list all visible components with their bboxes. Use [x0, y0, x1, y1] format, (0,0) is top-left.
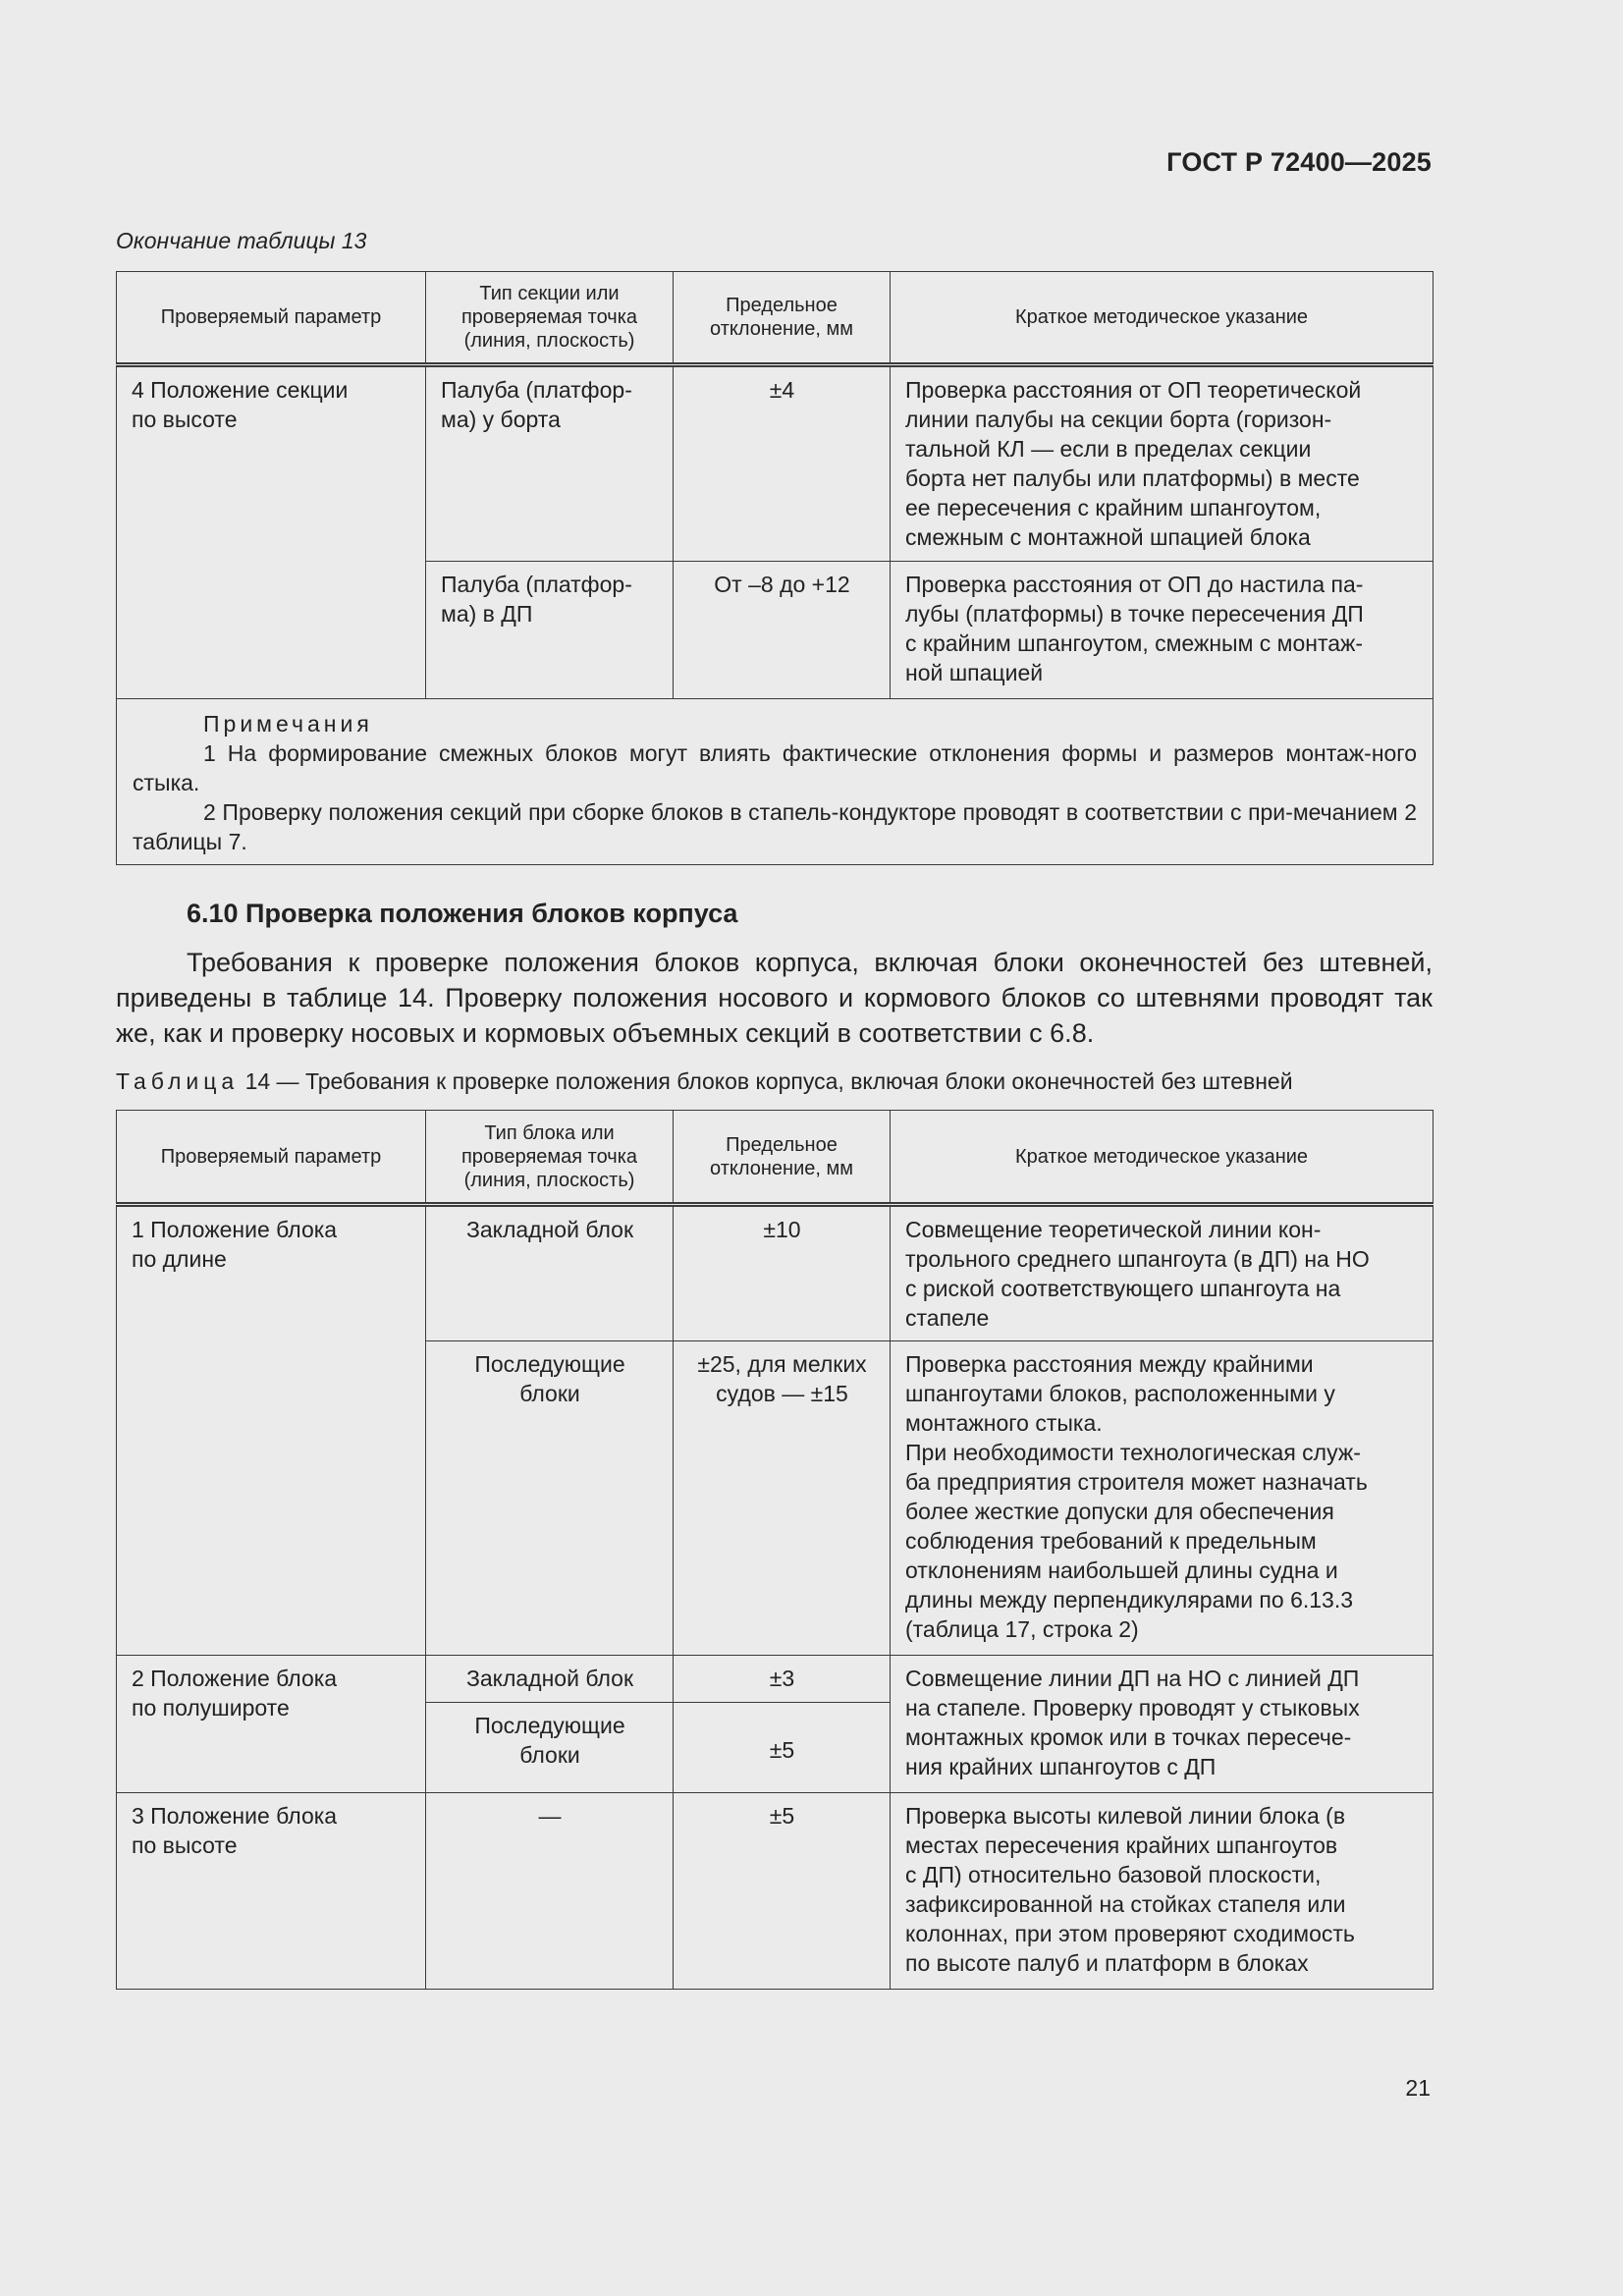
cell-line: по высоте: [132, 1832, 238, 1858]
cell-line: соблюдения требований к предельным: [905, 1528, 1317, 1554]
cell-line: При необходимости технологическая служ-: [905, 1440, 1361, 1465]
cell-line: отклонение, мм: [710, 318, 853, 340]
cell-line: отклонениям наибольшей длины судна и: [905, 1558, 1338, 1583]
table-14-caption: [116, 1068, 1293, 1095]
method-cell: [891, 1205, 1434, 1341]
cell-line: ±3: [769, 1666, 795, 1691]
cell-line: 3 Положение блока: [132, 1803, 338, 1829]
table-row: [117, 1205, 1434, 1341]
table-14-header-row: [117, 1111, 1434, 1205]
deviation-cell: ±4: [674, 365, 891, 562]
table-row: [117, 365, 1434, 562]
cell-line: линии палубы на секции борта (горизон-: [905, 407, 1332, 432]
cell-line: 4 Положение секции: [132, 377, 349, 403]
cell-line: Тип блока или: [484, 1121, 615, 1144]
param-cell: [117, 1205, 426, 1656]
cell-line: (линия, плоскость): [463, 1169, 635, 1191]
cell-line: с ДП) относительно базовой плоскости,: [905, 1862, 1322, 1887]
cell-line: Проверка расстояния от ОП теоретической: [905, 377, 1362, 403]
cell-line: трольного среднего шпангоута (в ДП) на НО: [905, 1246, 1370, 1272]
cell-line: смежным с монтажной шпацией блока: [905, 524, 1311, 550]
cell-line: Тип секции или: [479, 283, 620, 304]
cell-line: Палуба (платфор-: [441, 572, 632, 597]
table-13-header-row: [117, 272, 1434, 365]
header-deviation: [674, 272, 891, 365]
cell-line: —: [538, 1803, 562, 1829]
cell-line: Палуба (платфор-: [441, 377, 632, 403]
table-row: [117, 1793, 1434, 1990]
header-type: [426, 272, 674, 365]
cell-line: зафиксированной на стойках стапеля или: [905, 1891, 1346, 1917]
cell-line: Проверка расстояния между крайними: [905, 1351, 1314, 1377]
cell-line: Проверяемый параметр: [160, 306, 382, 328]
note-item: 2 Проверку положения секций при сборке блоков в стапель-кондукторе проводят в соответствии с при-мечанием 2 таблицы 7.: [133, 799, 1417, 854]
header-type: [426, 1111, 674, 1205]
standard-designation: ГОСТ Р 72400—2025: [1166, 147, 1432, 177]
cell-line: местах пересечения крайних шпангоутов: [905, 1832, 1338, 1858]
table-14: [116, 1110, 1434, 1990]
cell-line: стапеле: [905, 1305, 990, 1331]
deviation-cell: [674, 1656, 891, 1703]
cell-line: проверяемая точка: [460, 1145, 638, 1168]
cell-line: по высоте: [132, 407, 238, 432]
cell-line: ±25, для мелких: [697, 1351, 867, 1377]
cell-line: отклонение, мм: [710, 1157, 853, 1179]
header-deviation: [674, 1111, 891, 1205]
cell-line: ±5: [769, 1736, 795, 1763]
deviation-cell: [674, 1703, 891, 1793]
cell-line: по полушироте: [132, 1695, 290, 1721]
cell-line: лубы (платформы) в точке пересечения ДП: [905, 601, 1364, 627]
param-cell: [117, 365, 426, 699]
cell-line: по длине: [132, 1246, 227, 1272]
cell-line: колоннах, при этом проверяют сходимость: [905, 1921, 1355, 1946]
cell-line: Закладной блок: [465, 1666, 634, 1691]
cell-line: ба предприятия строителя может назначать: [905, 1469, 1368, 1495]
note-item: 1 На формирование смежных блоков могут влиять фактические отклонения формы и размеров монтаж-ного стыка.: [133, 740, 1417, 795]
cell-line: Предельное: [726, 295, 838, 316]
method-cell: [891, 1793, 1434, 1990]
cell-line: (таблица 17, строка 2): [905, 1616, 1139, 1642]
cell-line: с крайним шпангоутом, смежным с монтаж-: [905, 630, 1364, 656]
method-cell: [891, 365, 1434, 562]
cell-line: блоки: [519, 1742, 580, 1768]
deviation-cell: [674, 1793, 891, 1990]
table-13-continuation-caption: Окончание таблицы 13: [116, 228, 367, 253]
cell-line: ма) у борта: [441, 407, 561, 432]
table-row: [117, 1656, 1434, 1703]
cell-line: 2 Положение блока: [132, 1666, 338, 1691]
method-cell: [891, 1656, 1434, 1793]
cell-line: Закладной блок: [465, 1217, 634, 1242]
notes-row: [117, 699, 1434, 865]
cell-line: проверяемая точка: [460, 306, 638, 328]
table-14-caption-label: Таблица: [116, 1068, 240, 1094]
cell-line: ±10: [763, 1217, 801, 1242]
cell-line: Краткое методическое указание: [1014, 306, 1309, 328]
cell-line: тальной КЛ — если в пределах секции: [905, 436, 1312, 462]
type-cell: [426, 1703, 674, 1793]
type-cell: [426, 562, 674, 699]
cell-line: 1 Положение блока: [132, 1217, 338, 1242]
cell-line: блоки: [519, 1381, 580, 1406]
cell-line: судов — ±15: [716, 1381, 848, 1406]
header-method: [891, 272, 1434, 365]
type-cell: [426, 365, 674, 562]
cell-line: длины между перпендикулярами по 6.13.3: [905, 1587, 1354, 1613]
cell-line: шпангоутами блоков, расположенными у: [905, 1381, 1335, 1406]
param-cell: [117, 1793, 426, 1990]
section-heading: 6.10 Проверка положения блоков корпуса: [187, 899, 738, 928]
notes-title: Примечания: [203, 711, 373, 737]
cell-line: борта нет палубы или платформы) в месте: [905, 465, 1360, 491]
cell-line: Проверяемый параметр: [160, 1145, 382, 1168]
cell-line: Проверка высоты килевой линии блока (в: [905, 1803, 1346, 1829]
cell-line: Совмещение линии ДП на НО с линией ДП: [905, 1666, 1360, 1691]
notes-cell: [117, 699, 1434, 865]
header-param: [117, 272, 426, 365]
header-param: [117, 1111, 426, 1205]
type-cell: [426, 1793, 674, 1990]
cell-line: по высоте палуб и платформ в блоках: [905, 1950, 1309, 1976]
page-number: 21: [1405, 2075, 1431, 2101]
method-cell: [891, 562, 1434, 699]
deviation-cell: [674, 1341, 891, 1656]
cell-line: Совмещение теоретической линии кон-: [905, 1217, 1322, 1242]
method-cell: [891, 1341, 1434, 1656]
cell-line: ния крайних шпангоутов с ДП: [905, 1754, 1217, 1779]
cell-line: Проверка расстояния от ОП до настила па-: [905, 572, 1364, 597]
table-13: [116, 271, 1434, 865]
type-cell: [426, 1656, 674, 1703]
cell-line: монтажных кромок или в точках пересече-: [905, 1724, 1352, 1750]
deviation-cell: [674, 1205, 891, 1341]
cell-line: Краткое методическое указание: [1014, 1145, 1309, 1168]
cell-line: Предельное: [726, 1133, 838, 1156]
cell-line: ее пересечения с крайним шпангоутом,: [905, 495, 1322, 520]
deviation-cell: От –8 до +12: [674, 562, 891, 699]
type-cell: [426, 1341, 674, 1656]
section-paragraph: Требования к проверке положения блоков корпуса, включая блоки оконечностей без штевней, приведены в таблице 14. Проверку положения носового и кормового блоков со штевнями проводят так же, как и проверку носовых и кормовых объемных секций в соответствии с 6.8.: [116, 948, 1433, 1048]
cell-line: с риской соответствующего шпангоута на: [905, 1276, 1341, 1301]
cell-line: ма) в ДП: [441, 601, 533, 627]
cell-line: более жесткие допуски для обеспечения: [905, 1499, 1334, 1524]
cell-line: на стапеле. Проверку проводят у стыковых: [905, 1695, 1360, 1721]
cell-line: Последующие: [474, 1351, 625, 1377]
cell-line: ной шпацией: [905, 660, 1044, 685]
param-cell: [117, 1656, 426, 1793]
cell-line: Последующие: [474, 1713, 625, 1738]
cell-line: (линия, плоскость): [463, 330, 635, 352]
cell-line: ±5: [769, 1803, 795, 1829]
cell-line: монтажного стыка.: [905, 1410, 1103, 1436]
type-cell: [426, 1205, 674, 1341]
table-14-caption-text: 14 — Требования к проверке положения блоков корпуса, включая блоки оконечностей без штевней: [239, 1068, 1293, 1094]
header-method: [891, 1111, 1434, 1205]
